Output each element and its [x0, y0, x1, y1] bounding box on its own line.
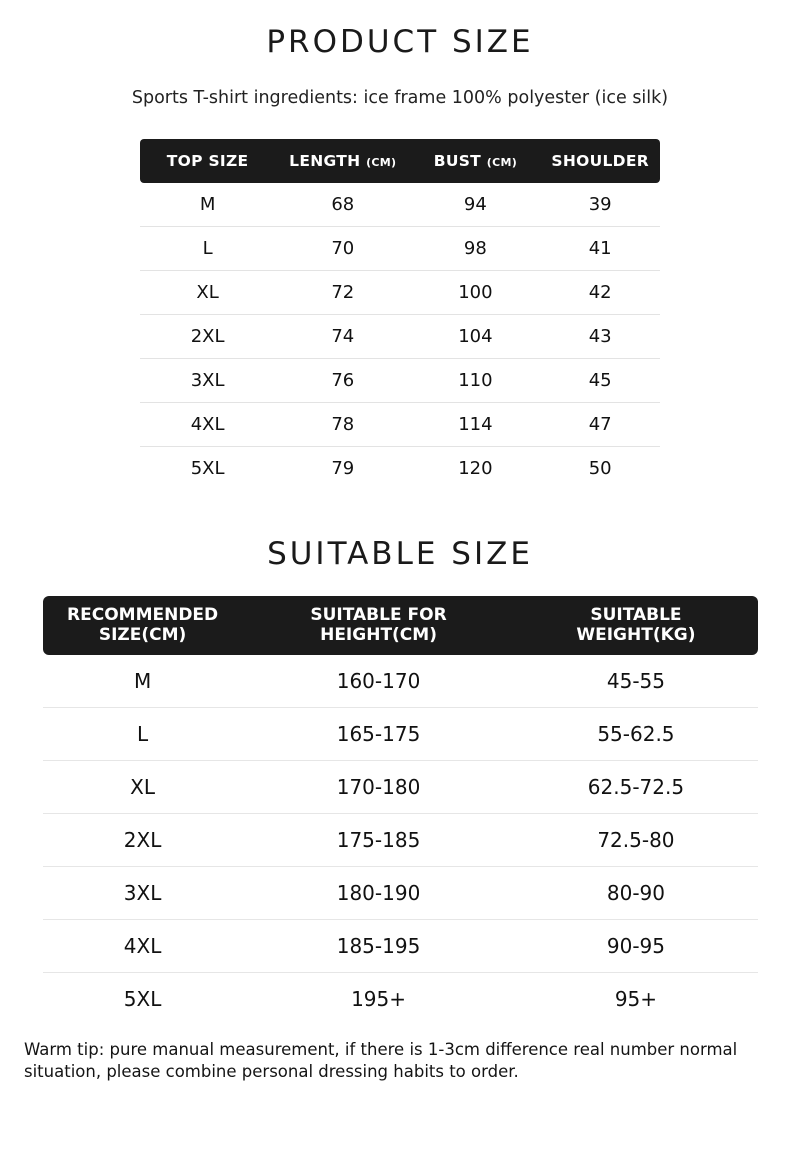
table-row [43, 761, 758, 814]
page-title-product-size: PRODUCT SIZE [266, 24, 534, 60]
cell-shoulder: 47 [540, 403, 660, 447]
size-chart-page [0, 24, 800, 1156]
table-row [140, 227, 660, 271]
column-header-shoulder [540, 139, 660, 183]
table-row [140, 359, 660, 403]
header-line-2: HEIGHT(CM) [320, 625, 437, 646]
product-size-table [140, 139, 660, 490]
cell-weight: 95+ [614, 987, 658, 1012]
table-row [43, 708, 758, 761]
cell-bust: 94 [410, 183, 540, 227]
cell-bust: 120 [458, 458, 493, 479]
table-header-row [43, 596, 758, 655]
cell-size: 4XL [43, 920, 243, 973]
cell-length: 76 [275, 359, 410, 403]
table-row [43, 655, 758, 708]
cell-weight: 90-95 [514, 920, 757, 973]
cell-size: 4XL [140, 403, 275, 447]
header-unit: (CM) [366, 156, 397, 169]
cell-shoulder: 41 [540, 227, 660, 271]
page-title-suitable-size: SUITABLE SIZE [267, 536, 533, 572]
cell-shoulder: 50 [588, 458, 612, 479]
cell-height: 175-185 [243, 814, 515, 867]
cell-shoulder: 39 [540, 183, 660, 227]
cell-size: L [43, 708, 243, 761]
warm-tip-text: Warm tip: pure manual measurement, if there is 1-3cm difference real number normal situation, please combine personal dressing habits to order. [24, 1040, 738, 1082]
column-header-suitable-height [243, 596, 515, 655]
cell-height: 185-195 [243, 920, 515, 973]
header-label: SHOULDER [551, 152, 649, 170]
product-size-table-head [140, 139, 660, 183]
cell-size: XL [140, 271, 275, 315]
cell-length: 72 [275, 271, 410, 315]
cell-bust: 114 [410, 403, 540, 447]
product-size-table-container [140, 139, 660, 490]
cell-shoulder: 42 [540, 271, 660, 315]
cell-weight: 55-62.5 [514, 708, 757, 761]
suitable-size-table-body [43, 655, 758, 1025]
cell-size: M [140, 183, 275, 227]
cell-size: 2XL [43, 814, 243, 867]
table-header-row [140, 139, 660, 183]
suitable-size-table-container [43, 596, 758, 1025]
table-row [140, 271, 660, 315]
table-row [43, 920, 758, 973]
table-row [43, 814, 758, 867]
cell-height: 170-180 [243, 761, 515, 814]
cell-size: M [43, 655, 243, 708]
header-line-2: SIZE(CM) [98, 625, 187, 646]
cell-length: 78 [275, 403, 410, 447]
cell-bust: 110 [410, 359, 540, 403]
cell-size: 5XL [123, 987, 162, 1012]
header-line-1: SUITABLE FOR [310, 605, 447, 625]
cell-weight: 72.5-80 [514, 814, 757, 867]
cell-weight: 62.5-72.5 [514, 761, 757, 814]
cell-length: 74 [275, 315, 410, 359]
cell-size: 2XL [140, 315, 275, 359]
cell-bust: 98 [410, 227, 540, 271]
suitable-size-table-head [43, 596, 758, 655]
cell-bust: 104 [410, 315, 540, 359]
header-line-1: SUITABLE [590, 605, 682, 625]
cell-weight: 45-55 [514, 655, 757, 708]
table-row [140, 315, 660, 359]
cell-size: 3XL [140, 359, 275, 403]
cell-length: 70 [275, 227, 410, 271]
cell-length: 79 [331, 458, 355, 479]
cell-height: 160-170 [243, 655, 515, 708]
cell-height: 180-190 [243, 867, 515, 920]
cell-weight: 80-90 [514, 867, 757, 920]
column-header-recommended-size [43, 596, 243, 655]
cell-size: L [140, 227, 275, 271]
cell-shoulder: 45 [540, 359, 660, 403]
header-line-2: WEIGHT(KG) [576, 625, 696, 646]
suitable-size-table [43, 596, 758, 1025]
cell-height: 165-175 [243, 708, 515, 761]
header-label: TOP SIZE [166, 152, 249, 170]
cell-size: 5XL [190, 458, 225, 479]
column-header-top-size [140, 139, 275, 183]
header-label: LENGTH [289, 152, 361, 170]
column-header-bust [410, 139, 540, 183]
column-header-suitable-weight [514, 596, 757, 655]
cell-bust: 100 [410, 271, 540, 315]
header-label: BUST [433, 152, 482, 170]
table-row [43, 973, 758, 1026]
cell-size: XL [43, 761, 243, 814]
header-unit: (CM) [486, 156, 518, 169]
cell-length: 68 [275, 183, 410, 227]
header-line-1: RECOMMENDED [67, 605, 219, 625]
product-size-table-body [140, 183, 660, 490]
table-row [140, 447, 660, 491]
cell-size: 3XL [43, 867, 243, 920]
cell-height: 195+ [351, 987, 406, 1012]
table-row [43, 867, 758, 920]
table-row [140, 403, 660, 447]
column-header-length [275, 139, 410, 183]
cell-shoulder: 43 [540, 315, 660, 359]
product-ingredients-text: Sports T-shirt ingredients: ice frame 100% polyester (ice silk) [131, 88, 669, 108]
table-row [140, 183, 660, 227]
